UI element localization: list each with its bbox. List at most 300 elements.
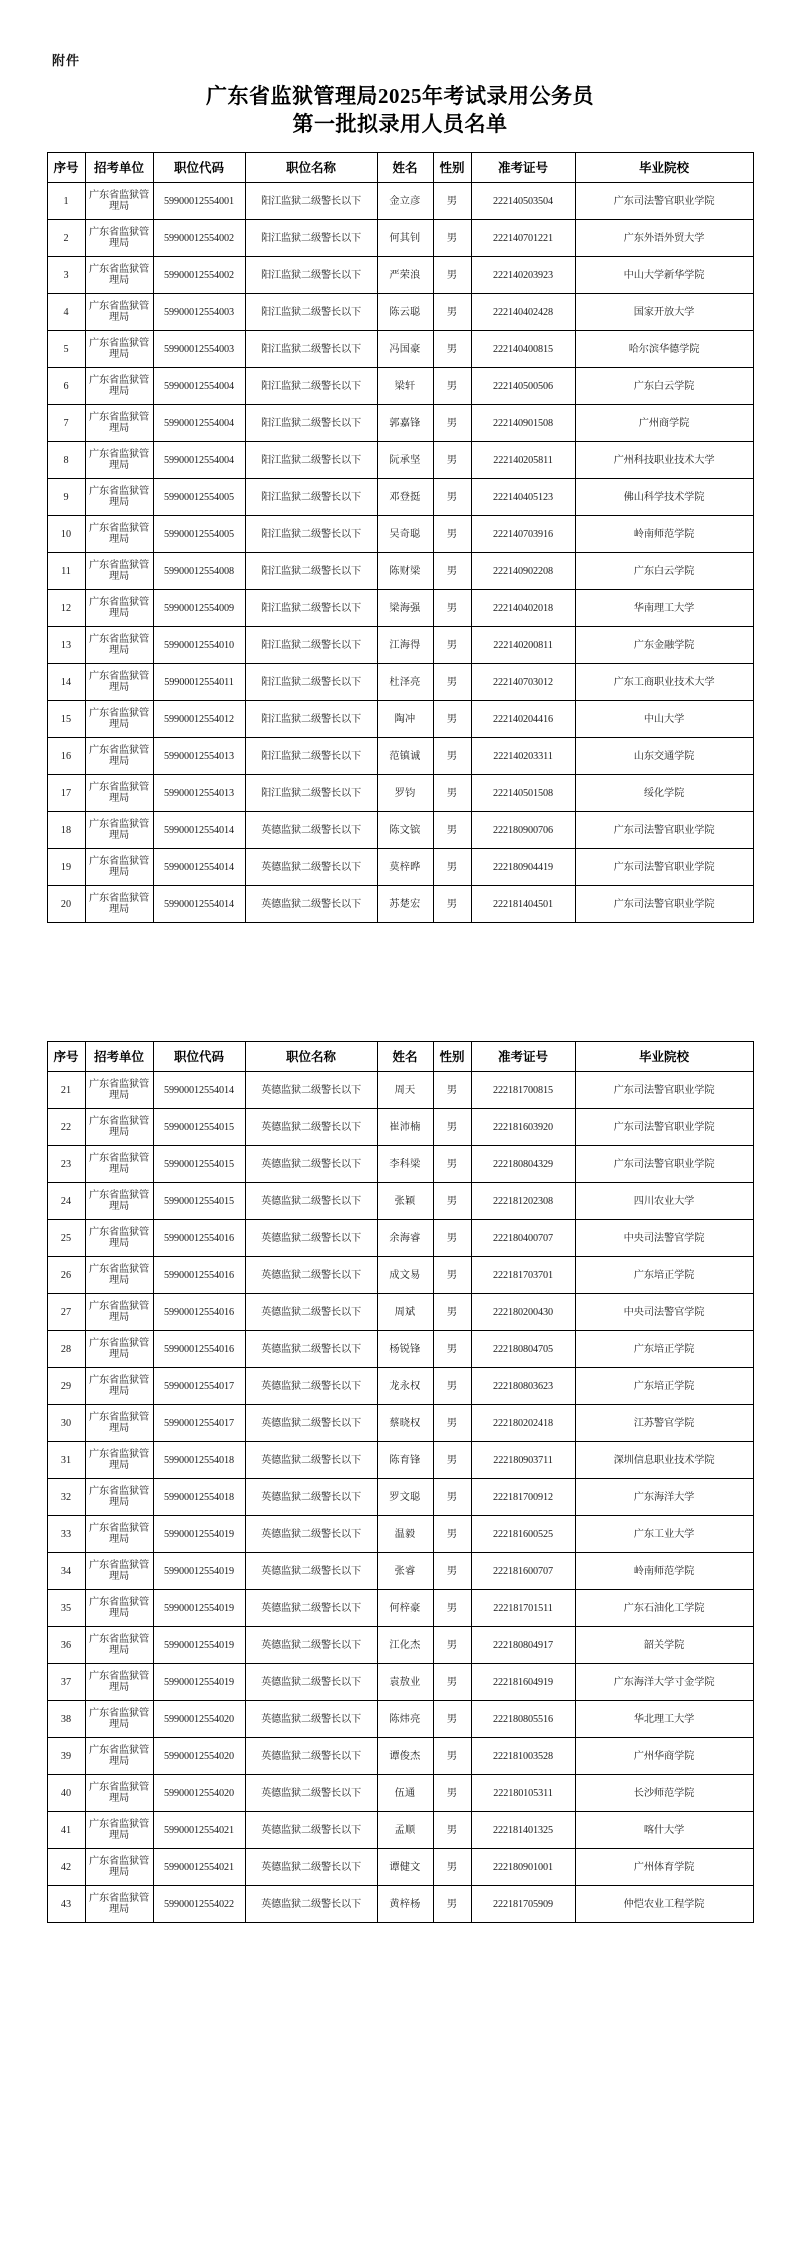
cell-position: 英德监狱二级警长以下 xyxy=(245,1627,377,1664)
cell-position: 英德监狱二级警长以下 xyxy=(245,1405,377,1442)
cell-code: 59900012554017 xyxy=(153,1405,245,1442)
cell-unit: 广东省监狱管理局 xyxy=(85,1220,153,1257)
table-row xyxy=(47,1812,753,1849)
cell-school: 广州体育学院 xyxy=(575,1849,753,1886)
table-row xyxy=(47,1257,753,1294)
cell-code: 59900012554014 xyxy=(153,812,245,849)
cell-exam-id: 222180804705 xyxy=(471,1331,575,1368)
table-header-part-2 xyxy=(47,1042,753,1072)
cell-unit: 广东省监狱管理局 xyxy=(85,553,153,590)
cell-position: 阳江监狱二级警长以下 xyxy=(245,331,377,368)
table-row xyxy=(47,1701,753,1738)
table-row xyxy=(47,1109,753,1146)
cell-code: 59900012554022 xyxy=(153,1886,245,1923)
cell-name: 吴奇聪 xyxy=(377,516,433,553)
cell-school: 广东司法警官职业学院 xyxy=(575,812,753,849)
cell-position: 英德监狱二级警长以下 xyxy=(245,1331,377,1368)
cell-unit: 广东省监狱管理局 xyxy=(85,812,153,849)
cell-gender: 男 xyxy=(433,553,471,590)
cell-position: 阳江监狱二级警长以下 xyxy=(245,479,377,516)
cell-code: 59900012554020 xyxy=(153,1701,245,1738)
cell-index: 7 xyxy=(47,405,85,442)
cell-name: 罗钧 xyxy=(377,775,433,812)
table-row xyxy=(47,627,753,664)
page-bottom-spacer xyxy=(0,1923,800,1963)
cell-exam-id: 222140703012 xyxy=(471,664,575,701)
cell-index: 2 xyxy=(47,220,85,257)
cell-name: 余海睿 xyxy=(377,1220,433,1257)
cell-exam-id: 222180803623 xyxy=(471,1368,575,1405)
cell-exam-id: 222180805516 xyxy=(471,1701,575,1738)
cell-code: 59900012554019 xyxy=(153,1590,245,1627)
column-header-name: 姓名 xyxy=(377,1042,433,1072)
cell-gender: 男 xyxy=(433,1220,471,1257)
cell-gender: 男 xyxy=(433,1183,471,1220)
cell-exam-id: 222181600525 xyxy=(471,1516,575,1553)
cell-code: 59900012554016 xyxy=(153,1294,245,1331)
column-header-name: 姓名 xyxy=(377,153,433,183)
cell-unit: 广东省监狱管理局 xyxy=(85,738,153,775)
cell-unit: 广东省监狱管理局 xyxy=(85,1590,153,1627)
column-header-gender: 性别 xyxy=(433,153,471,183)
cell-name: 伍通 xyxy=(377,1775,433,1812)
cell-gender: 男 xyxy=(433,627,471,664)
column-header-position: 职位名称 xyxy=(245,153,377,183)
cell-unit: 广东省监狱管理局 xyxy=(85,627,153,664)
cell-unit: 广东省监狱管理局 xyxy=(85,479,153,516)
cell-name: 杨锐锋 xyxy=(377,1331,433,1368)
table-row xyxy=(47,738,753,775)
cell-unit: 广东省监狱管理局 xyxy=(85,294,153,331)
page-break-gap xyxy=(0,923,800,1041)
cell-unit: 广东省监狱管理局 xyxy=(85,368,153,405)
cell-exam-id: 222140703916 xyxy=(471,516,575,553)
cell-gender: 男 xyxy=(433,1072,471,1109)
cell-name: 梁海强 xyxy=(377,590,433,627)
cell-exam-id: 222140400815 xyxy=(471,331,575,368)
cell-index: 5 xyxy=(47,331,85,368)
cell-gender: 男 xyxy=(433,294,471,331)
table-row xyxy=(47,331,753,368)
cell-index: 12 xyxy=(47,590,85,627)
table-row xyxy=(47,775,753,812)
cell-gender: 男 xyxy=(433,1146,471,1183)
cell-position: 阳江监狱二级警长以下 xyxy=(245,294,377,331)
cell-school: 广东司法警官职业学院 xyxy=(575,1109,753,1146)
cell-position: 英德监狱二级警长以下 xyxy=(245,1294,377,1331)
cell-exam-id: 222180804329 xyxy=(471,1146,575,1183)
cell-unit: 广东省监狱管理局 xyxy=(85,1072,153,1109)
cell-index: 30 xyxy=(47,1405,85,1442)
cell-school: 中山大学 xyxy=(575,701,753,738)
table-row xyxy=(47,405,753,442)
cell-name: 陈文镔 xyxy=(377,812,433,849)
cell-exam-id: 222140501508 xyxy=(471,775,575,812)
cell-school: 广东培正学院 xyxy=(575,1331,753,1368)
cell-code: 59900012554020 xyxy=(153,1738,245,1775)
cell-index: 13 xyxy=(47,627,85,664)
cell-unit: 广东省监狱管理局 xyxy=(85,1183,153,1220)
cell-name: 张睿 xyxy=(377,1553,433,1590)
cell-exam-id: 222181700912 xyxy=(471,1479,575,1516)
table-row xyxy=(47,1738,753,1775)
table-row xyxy=(47,220,753,257)
cell-school: 山东交通学院 xyxy=(575,738,753,775)
cell-position: 阳江监狱二级警长以下 xyxy=(245,701,377,738)
cell-unit: 广东省监狱管理局 xyxy=(85,1812,153,1849)
cell-index: 40 xyxy=(47,1775,85,1812)
cell-school: 中山大学新华学院 xyxy=(575,257,753,294)
table-row xyxy=(47,1516,753,1553)
cell-position: 英德监狱二级警长以下 xyxy=(245,1072,377,1109)
cell-gender: 男 xyxy=(433,664,471,701)
table-row xyxy=(47,1220,753,1257)
cell-position: 阳江监狱二级警长以下 xyxy=(245,220,377,257)
table-row xyxy=(47,1849,753,1886)
cell-unit: 广东省监狱管理局 xyxy=(85,1405,153,1442)
cell-position: 阳江监狱二级警长以下 xyxy=(245,553,377,590)
table-header-row xyxy=(47,1042,753,1072)
cell-position: 英德监狱二级警长以下 xyxy=(245,1183,377,1220)
cell-exam-id: 222181703701 xyxy=(471,1257,575,1294)
cell-code: 59900012554001 xyxy=(153,183,245,220)
cell-gender: 男 xyxy=(433,886,471,923)
table-row xyxy=(47,1146,753,1183)
table-row xyxy=(47,553,753,590)
cell-position: 阳江监狱二级警长以下 xyxy=(245,590,377,627)
cell-exam-id: 222140205811 xyxy=(471,442,575,479)
cell-name: 崔沛楠 xyxy=(377,1109,433,1146)
cell-school: 四川农业大学 xyxy=(575,1183,753,1220)
cell-code: 59900012554018 xyxy=(153,1442,245,1479)
cell-index: 9 xyxy=(47,479,85,516)
column-header-index: 序号 xyxy=(47,1042,85,1072)
cell-code: 59900012554015 xyxy=(153,1183,245,1220)
column-header-unit: 招考单位 xyxy=(85,153,153,183)
cell-unit: 广东省监狱管理局 xyxy=(85,1257,153,1294)
cell-exam-id: 222181705909 xyxy=(471,1886,575,1923)
cell-name: 黄梓杨 xyxy=(377,1886,433,1923)
cell-name: 阮承坚 xyxy=(377,442,433,479)
table-row xyxy=(47,516,753,553)
cell-gender: 男 xyxy=(433,257,471,294)
cell-unit: 广东省监狱管理局 xyxy=(85,1553,153,1590)
cell-code: 59900012554013 xyxy=(153,738,245,775)
cell-gender: 男 xyxy=(433,479,471,516)
cell-position: 英德监狱二级警长以下 xyxy=(245,1516,377,1553)
cell-unit: 广东省监狱管理局 xyxy=(85,1442,153,1479)
cell-school: 佛山科学技术学院 xyxy=(575,479,753,516)
cell-name: 陈云聪 xyxy=(377,294,433,331)
cell-code: 59900012554016 xyxy=(153,1331,245,1368)
cell-school: 广东海洋大学寸金学院 xyxy=(575,1664,753,1701)
cell-exam-id: 222181600707 xyxy=(471,1553,575,1590)
cell-school: 韶关学院 xyxy=(575,1627,753,1664)
cell-code: 59900012554016 xyxy=(153,1257,245,1294)
cell-exam-id: 222140200811 xyxy=(471,627,575,664)
cell-school: 广东司法警官职业学院 xyxy=(575,886,753,923)
cell-unit: 广东省监狱管理局 xyxy=(85,1886,153,1923)
table-row xyxy=(47,1627,753,1664)
cell-name: 周斌 xyxy=(377,1294,433,1331)
title-line-2: 第一批拟录用人员名单 xyxy=(292,111,508,136)
cell-name: 何梓豪 xyxy=(377,1590,433,1627)
cell-code: 59900012554014 xyxy=(153,886,245,923)
cell-position: 英德监狱二级警长以下 xyxy=(245,886,377,923)
cell-index: 17 xyxy=(47,775,85,812)
cell-index: 18 xyxy=(47,812,85,849)
cell-index: 42 xyxy=(47,1849,85,1886)
cell-unit: 广东省监狱管理局 xyxy=(85,516,153,553)
attachment-label: 附件 xyxy=(52,53,81,68)
cell-code: 59900012554004 xyxy=(153,442,245,479)
cell-position: 阳江监狱二级警长以下 xyxy=(245,257,377,294)
cell-gender: 男 xyxy=(433,849,471,886)
table-body-part-2 xyxy=(47,1072,753,1923)
roster-table-part-1-wrapper xyxy=(0,152,800,923)
cell-exam-id: 222181202308 xyxy=(471,1183,575,1220)
cell-school: 广州科技职业技术大学 xyxy=(575,442,753,479)
cell-position: 英德监狱二级警长以下 xyxy=(245,1368,377,1405)
cell-school: 华北理工大学 xyxy=(575,1701,753,1738)
cell-exam-id: 222181003528 xyxy=(471,1738,575,1775)
roster-table-part-2 xyxy=(47,1041,754,1923)
cell-index: 16 xyxy=(47,738,85,775)
cell-gender: 男 xyxy=(433,1331,471,1368)
cell-school: 喀什大学 xyxy=(575,1812,753,1849)
cell-gender: 男 xyxy=(433,1257,471,1294)
cell-school: 广东司法警官职业学院 xyxy=(575,849,753,886)
cell-code: 59900012554014 xyxy=(153,1072,245,1109)
cell-gender: 男 xyxy=(433,1479,471,1516)
cell-position: 阳江监狱二级警长以下 xyxy=(245,405,377,442)
cell-code: 59900012554009 xyxy=(153,590,245,627)
cell-index: 25 xyxy=(47,1220,85,1257)
cell-gender: 男 xyxy=(433,1701,471,1738)
cell-index: 6 xyxy=(47,368,85,405)
cell-unit: 广东省监狱管理局 xyxy=(85,220,153,257)
cell-index: 32 xyxy=(47,1479,85,1516)
cell-school: 广东石油化工学院 xyxy=(575,1590,753,1627)
cell-index: 39 xyxy=(47,1738,85,1775)
cell-code: 59900012554010 xyxy=(153,627,245,664)
cell-name: 陈炜亮 xyxy=(377,1701,433,1738)
cell-position: 英德监狱二级警长以下 xyxy=(245,1849,377,1886)
table-row xyxy=(47,183,753,220)
cell-index: 20 xyxy=(47,886,85,923)
cell-code: 59900012554015 xyxy=(153,1146,245,1183)
cell-index: 27 xyxy=(47,1294,85,1331)
cell-name: 谭健文 xyxy=(377,1849,433,1886)
cell-position: 阳江监狱二级警长以下 xyxy=(245,442,377,479)
column-header-code: 职位代码 xyxy=(153,153,245,183)
cell-unit: 广东省监狱管理局 xyxy=(85,590,153,627)
cell-name: 郭嘉锋 xyxy=(377,405,433,442)
cell-unit: 广东省监狱管理局 xyxy=(85,1738,153,1775)
cell-name: 邓登挺 xyxy=(377,479,433,516)
cell-name: 严荣浪 xyxy=(377,257,433,294)
cell-unit: 广东省监狱管理局 xyxy=(85,849,153,886)
cell-unit: 广东省监狱管理局 xyxy=(85,257,153,294)
cell-code: 59900012554004 xyxy=(153,368,245,405)
cell-school: 岭南师范学院 xyxy=(575,516,753,553)
cell-code: 59900012554005 xyxy=(153,516,245,553)
cell-index: 38 xyxy=(47,1701,85,1738)
table-row xyxy=(47,886,753,923)
cell-school: 中央司法警官学院 xyxy=(575,1220,753,1257)
cell-exam-id: 222180804917 xyxy=(471,1627,575,1664)
cell-index: 43 xyxy=(47,1886,85,1923)
cell-code: 59900012554019 xyxy=(153,1516,245,1553)
cell-position: 英德监狱二级警长以下 xyxy=(245,1590,377,1627)
cell-index: 35 xyxy=(47,1590,85,1627)
cell-index: 33 xyxy=(47,1516,85,1553)
cell-gender: 男 xyxy=(433,1627,471,1664)
cell-index: 11 xyxy=(47,553,85,590)
cell-unit: 广东省监狱管理局 xyxy=(85,1849,153,1886)
table-row xyxy=(47,701,753,738)
column-header-gender: 性别 xyxy=(433,1042,471,1072)
cell-exam-id: 222181700815 xyxy=(471,1072,575,1109)
roster-table-part-2-wrapper xyxy=(0,1041,800,1923)
cell-gender: 男 xyxy=(433,1849,471,1886)
cell-position: 英德监狱二级警长以下 xyxy=(245,1664,377,1701)
cell-gender: 男 xyxy=(433,1553,471,1590)
cell-unit: 广东省监狱管理局 xyxy=(85,183,153,220)
table-row xyxy=(47,1368,753,1405)
cell-unit: 广东省监狱管理局 xyxy=(85,1627,153,1664)
cell-code: 59900012554021 xyxy=(153,1812,245,1849)
roster-table-part-1 xyxy=(47,152,754,923)
column-header-exam-id: 准考证号 xyxy=(471,153,575,183)
cell-index: 22 xyxy=(47,1109,85,1146)
cell-gender: 男 xyxy=(433,1368,471,1405)
cell-unit: 广东省监狱管理局 xyxy=(85,1516,153,1553)
cell-name: 梁轩 xyxy=(377,368,433,405)
cell-name: 孟顺 xyxy=(377,1812,433,1849)
cell-exam-id: 222140203311 xyxy=(471,738,575,775)
cell-code: 59900012554014 xyxy=(153,849,245,886)
cell-code: 59900012554015 xyxy=(153,1109,245,1146)
cell-gender: 男 xyxy=(433,331,471,368)
cell-position: 英德监狱二级警长以下 xyxy=(245,1257,377,1294)
cell-name: 罗文聪 xyxy=(377,1479,433,1516)
cell-school: 广东工业大学 xyxy=(575,1516,753,1553)
cell-name: 陶冲 xyxy=(377,701,433,738)
cell-name: 蔡晓权 xyxy=(377,1405,433,1442)
cell-unit: 广东省监狱管理局 xyxy=(85,1664,153,1701)
cell-school: 广东白云学院 xyxy=(575,368,753,405)
cell-code: 59900012554019 xyxy=(153,1664,245,1701)
table-row xyxy=(47,1664,753,1701)
cell-unit: 广东省监狱管理局 xyxy=(85,1294,153,1331)
cell-index: 26 xyxy=(47,1257,85,1294)
cell-code: 59900012554018 xyxy=(153,1479,245,1516)
cell-index: 10 xyxy=(47,516,85,553)
cell-school: 广东司法警官职业学院 xyxy=(575,1146,753,1183)
column-header-school: 毕业院校 xyxy=(575,1042,753,1072)
cell-name: 金立彦 xyxy=(377,183,433,220)
cell-name: 张颖 xyxy=(377,1183,433,1220)
cell-code: 59900012554019 xyxy=(153,1627,245,1664)
column-header-position: 职位名称 xyxy=(245,1042,377,1072)
cell-school: 广东培正学院 xyxy=(575,1368,753,1405)
title-line-1: 广东省监狱管理局2025年考试录用公务员 xyxy=(206,84,594,108)
cell-exam-id: 222181603920 xyxy=(471,1109,575,1146)
cell-exam-id: 222140402428 xyxy=(471,294,575,331)
cell-position: 阳江监狱二级警长以下 xyxy=(245,775,377,812)
cell-school: 广东培正学院 xyxy=(575,1257,753,1294)
cell-index: 28 xyxy=(47,1331,85,1368)
cell-school: 广州华商学院 xyxy=(575,1738,753,1775)
table-row xyxy=(47,1331,753,1368)
cell-index: 31 xyxy=(47,1442,85,1479)
cell-unit: 广东省监狱管理局 xyxy=(85,1775,153,1812)
cell-gender: 男 xyxy=(433,183,471,220)
cell-exam-id: 222140500506 xyxy=(471,368,575,405)
cell-name: 袁敖业 xyxy=(377,1664,433,1701)
cell-unit: 广东省监狱管理局 xyxy=(85,701,153,738)
cell-position: 英德监狱二级警长以下 xyxy=(245,1479,377,1516)
cell-position: 阳江监狱二级警长以下 xyxy=(245,627,377,664)
cell-gender: 男 xyxy=(433,812,471,849)
cell-name: 李科梁 xyxy=(377,1146,433,1183)
cell-gender: 男 xyxy=(433,738,471,775)
cell-unit: 广东省监狱管理局 xyxy=(85,1701,153,1738)
cell-exam-id: 222181701511 xyxy=(471,1590,575,1627)
cell-school: 广东海洋大学 xyxy=(575,1479,753,1516)
cell-code: 59900012554005 xyxy=(153,479,245,516)
table-row xyxy=(47,1886,753,1923)
cell-name: 江海得 xyxy=(377,627,433,664)
cell-gender: 男 xyxy=(433,1590,471,1627)
cell-code: 59900012554011 xyxy=(153,664,245,701)
cell-gender: 男 xyxy=(433,220,471,257)
cell-gender: 男 xyxy=(433,405,471,442)
cell-index: 14 xyxy=(47,664,85,701)
cell-exam-id: 222140901508 xyxy=(471,405,575,442)
column-header-exam-id: 准考证号 xyxy=(471,1042,575,1072)
cell-exam-id: 222140405123 xyxy=(471,479,575,516)
cell-exam-id: 222181404501 xyxy=(471,886,575,923)
cell-school: 国家开放大学 xyxy=(575,294,753,331)
cell-exam-id: 222140203923 xyxy=(471,257,575,294)
cell-code: 59900012554019 xyxy=(153,1553,245,1590)
cell-name: 杜泽亮 xyxy=(377,664,433,701)
cell-school: 深圳信息职业技术学院 xyxy=(575,1442,753,1479)
cell-position: 英德监狱二级警长以下 xyxy=(245,849,377,886)
table-row xyxy=(47,1775,753,1812)
cell-code: 59900012554016 xyxy=(153,1220,245,1257)
cell-exam-id: 222180200430 xyxy=(471,1294,575,1331)
cell-gender: 男 xyxy=(433,590,471,627)
cell-code: 59900012554008 xyxy=(153,553,245,590)
cell-name: 何其钊 xyxy=(377,220,433,257)
cell-school: 仲恺农业工程学院 xyxy=(575,1886,753,1923)
cell-code: 59900012554020 xyxy=(153,1775,245,1812)
cell-gender: 男 xyxy=(433,1294,471,1331)
table-row xyxy=(47,1553,753,1590)
cell-index: 15 xyxy=(47,701,85,738)
cell-position: 英德监狱二级警长以下 xyxy=(245,1146,377,1183)
cell-gender: 男 xyxy=(433,775,471,812)
cell-exam-id: 222140503504 xyxy=(471,183,575,220)
table-row xyxy=(47,294,753,331)
cell-school: 绥化学院 xyxy=(575,775,753,812)
cell-exam-id: 222180900706 xyxy=(471,812,575,849)
table-row xyxy=(47,479,753,516)
cell-unit: 广东省监狱管理局 xyxy=(85,1479,153,1516)
